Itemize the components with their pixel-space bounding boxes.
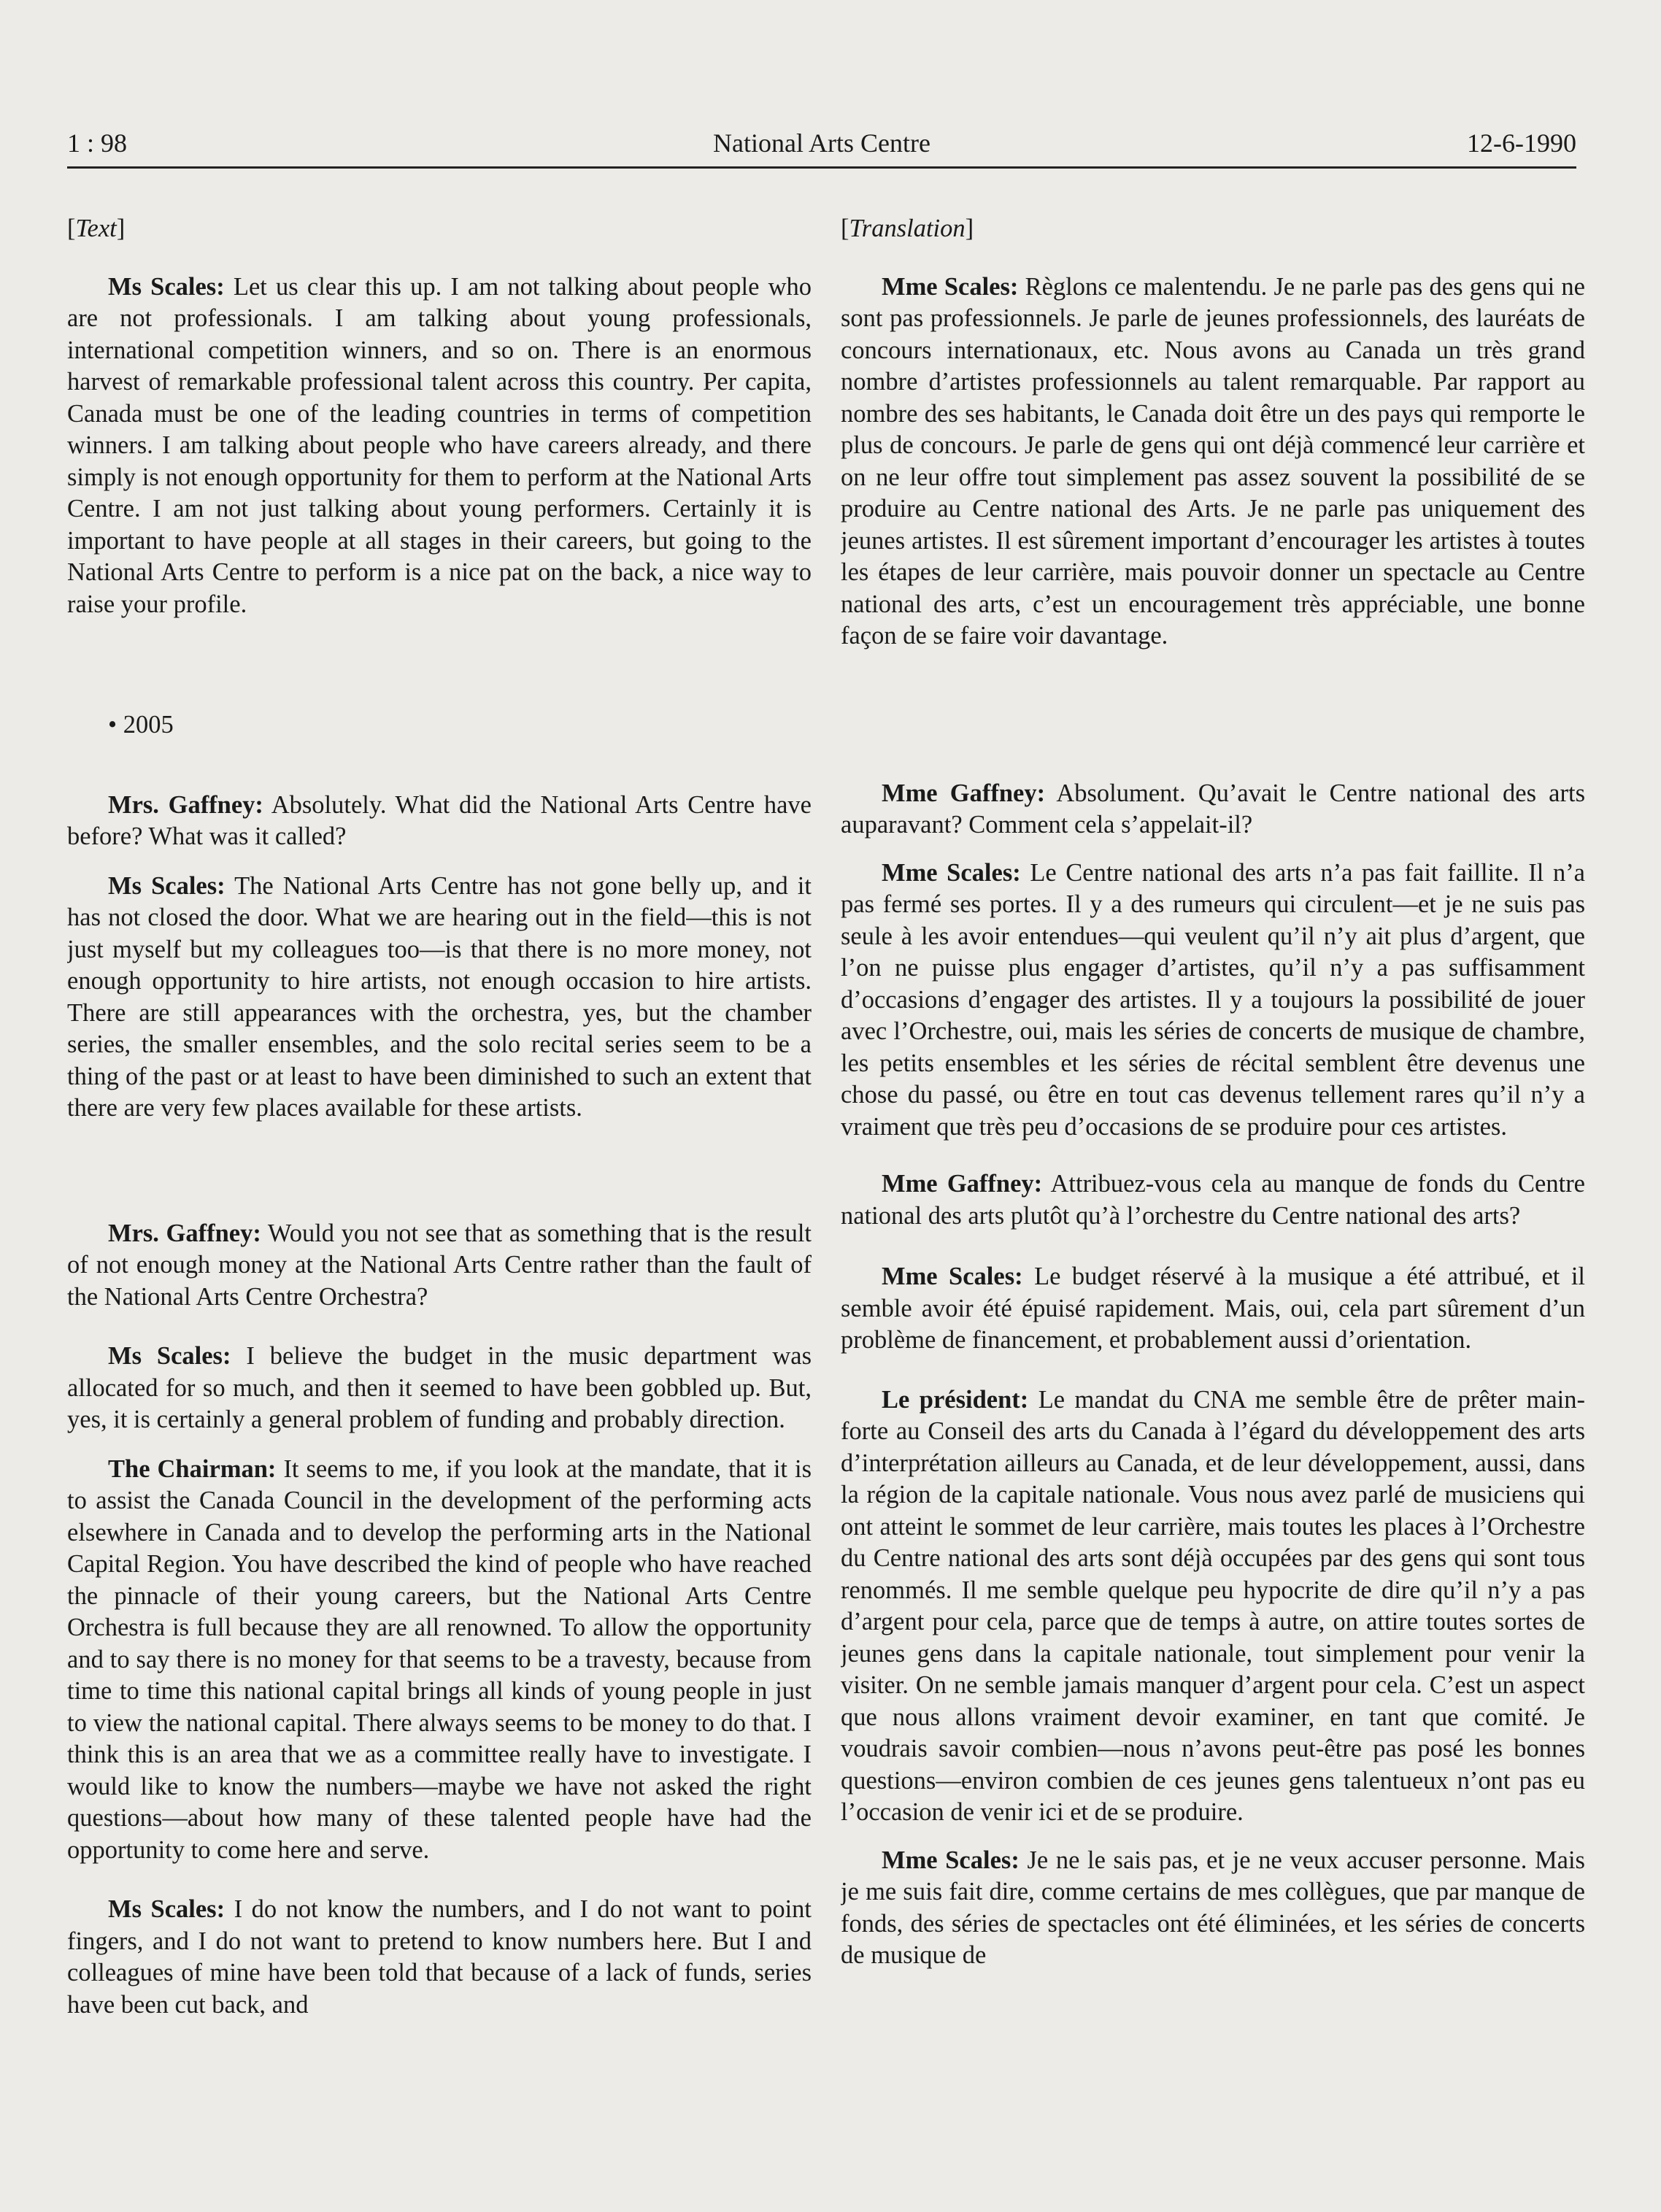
paragraph-text: Would you not see that as something that is the result of not enough money at the National Arts Centre rather than the fault of the National Arts Centre Orchestra? <box>67 1219 812 1311</box>
speaker-name: Ms Scales: <box>108 1895 226 1923</box>
transcript-paragraph <box>841 1384 1585 1829</box>
paragraph-text: Attribuez-vous cela au manque de fonds du Centre national des arts plutôt qu’à l’orchestre du Centre national des arts? <box>841 1170 1585 1230</box>
paragraph-text: Le mandat du CNA me semble être de prêter main-forte au Conseil des arts du Canada à l’égard du développement des arts d’interprétation ailleurs au Canada, et de leur développement, aussi, dans la région de la capitale nationale. Vous nous avez parlé de musiciens qui ont atteint le sommet de leur carrière, mais toutes les places à l’Orchestre du Centre national des arts sont déjà occupées par des gens qui sont tous renommés. Il me semble quelque peu hypocrite de dire qu’il n’y a pas d’argent pour cela, parce que de temps à autre, on attire toutes sortes de jeunes gens dans la capitale nationale, tout simplement pour venir la visiter. On ne semble jamais manquer d’argent pour cela. C’est un aspect que nous allons vraiment devoir examiner, en tant que comité. Je voudrais savoir combien—nous n’avons peut-être pas posé les bonnes questions—environ combien de ces jeunes gens talentueux n’ont pas eu l’occasion de venir ici et de se produire. <box>841 1385 1585 1826</box>
speaker-name: Ms Scales: <box>108 272 225 301</box>
transcript-paragraph <box>841 1845 1585 1972</box>
page-header <box>67 123 1576 169</box>
french-column <box>841 196 1585 2181</box>
paragraph-text: Règlons ce malentendu. Je ne parle pas des gens qui ne sont pas professionnels. Je parle de jeunes professionnels, des lauréats de concours internationaux, etc. Nous avons au Canada un très grand nombre d’artistes professionnels au talent remarquable. Par rapport au nombre des ses habitants, le Canada doit être un des pays qui remporte le plus de concours. Je parle de gens qui ont déjà commencé leur carrière et on ne leur offre tout simplement pas assez souvent la possibilité de se produire au Centre national des Arts. Je ne parle pas uniquement des jeunes artistes. Il est sûrement important d’encourager les artistes à toutes les étapes de leur carrière, mais pouvoir donner un spectacle au Centre national des arts, c’est un encouragement très appréciable, une bonne façon de se faire voir davantage. <box>841 272 1585 650</box>
paragraph-text: Absolument. Qu’avait le Centre national des arts auparavant? Comment cela s’appelait-il? <box>841 779 1585 839</box>
transcript-paragraph <box>67 271 812 621</box>
transcript-paragraph <box>67 1894 812 2021</box>
speaker-name: Le président: <box>882 1385 1029 1414</box>
speaker-name: Mme Scales: <box>882 1846 1020 1874</box>
transcript-paragraph <box>841 271 1585 652</box>
paragraph-text: Le Centre national des arts n’a pas fait faillite. Il n’a pas fermé ses portes. Il y a des rumeurs qui circulent—et je ne suis pas seule à les avoir entendues—qui veulent qu’il n’y ait plus d’argent, que l’on ne puisse plus engager d’artistes, qu’il n’y a pas suffisamment d’occasions d’engager des artistes. Il y a toujours la possibilité de jouer avec l’Orchestre, oui, mais les séries de concerts de musique de chambre, les petits ensembles et les séries de récital semblent être devenus une chose du passé, ou être en tout cas devenus tellement rares qu’il n’y a vraiment que très peu d’occasions de se produire pour ces artistes. <box>841 858 1585 1141</box>
speaker-name: Mrs. Gaffney: <box>108 790 263 819</box>
transcript-paragraph <box>67 1218 812 1314</box>
paragraph-text: Le budget réservé à la musique a été attribué, et il semble avoir été épuisé rapidement. Mais, oui, cela part sûrement d’un problème de financement, et probablement aussi d’orientation. <box>841 1263 1585 1354</box>
transcript-paragraph <box>841 778 1585 841</box>
speaker-name: Mme Gaffney: <box>882 779 1046 807</box>
speaker-name: Mme Scales: <box>882 1263 1023 1290</box>
paragraph-text: It seems to me, if you look at the mandate, that it is to assist the Canada Council in the development of the performing acts elsewhere in Canada and to develop the performing arts in the National Capital Region. You have described the kind of people who have reached the pinnacle of their young careers, but the National Arts Centre Orchestra is full because they are all renowned. To allow the opportunity and to say there is no money for that seems to be a travesty, because from time to time this national capital brings all kinds of young people in just to view the national capital. There always seems to be money to do that. I think this is an area that we as a committee really have to investigate. I would like to know the numbers—maybe we have not asked the right questions—about how many of these talented people have had the opportunity to come here and serve. <box>67 1454 812 1864</box>
page-number: 1 : 98 <box>67 128 128 158</box>
speaker-name: Mme Scales: <box>882 858 1021 887</box>
speaker-name: Mme Scales: <box>882 272 1019 301</box>
transcript-paragraph <box>67 871 812 1125</box>
transcript-paragraph <box>841 1261 1585 1357</box>
transcript-paragraph <box>67 1454 812 1867</box>
transcript-paragraph <box>67 790 812 853</box>
paragraph-text: Let us clear this up. I am not talking about people who are not professionals. I am talking about young professionals, international competition winners, and so on. There is an enormous harvest of remarkable professional talent across this country. Per capita, Canada must be one of the leading countries in terms of competition winners. I am talking about people who have careers already, and there simply is not enough opportunity for them to perform at the National Arts Centre. I am not just talking about young performers. Certainly it is important to have people at all stages in their careers, but going to the National Arts Centre to perform is a nice pat on the back, a nice way to raise your profile. <box>67 272 812 618</box>
english-column <box>67 196 812 2181</box>
paragraph-text: I do not know the numbers, and I do not want to point fingers, and I do not want to pretend to know numbers here. But I and colleagues of mine have been told that because of a lack of funds, series have been cut back, and <box>67 1895 812 2019</box>
transcript-paragraph <box>67 1341 812 1436</box>
time-marker: • 2005 <box>108 711 174 739</box>
speaker-name: Mme Gaffney: <box>882 1170 1043 1198</box>
speaker-name: Mrs. Gaffney: <box>108 1219 261 1247</box>
paragraph-text: The National Arts Centre has not gone belly up, and it has not closed the door. What we are hearing out in the field—this is not just myself but my colleagues too—is that there is no more money, not enough opportunity to hire artists, not enough occasion to hire artists. There are still appearances with the orchestra, yes, but the chamber series, the smaller ensembles, and the solo recital series seem to be a thing of the past or at least to have been diminished to such an extent that there are very few places available for these artists. <box>67 871 812 1122</box>
transcript-paragraph <box>841 858 1585 1144</box>
page-date: 12-6-1990 <box>1467 128 1576 158</box>
text-tag: [ Text ] <box>67 213 812 245</box>
paragraph-text: Absolutely. What did the National Arts Centre have before? What was it called? <box>67 790 812 850</box>
speaker-name: Ms Scales: <box>108 1342 231 1370</box>
paragraph-text: Je ne le sais pas, et je ne veux accuser personne. Mais je me suis fait dire, comme certains de mes collègues, que par manque de fonds, des séries de spectacles ont été éliminées, et les séries de concerts de musique de <box>841 1846 1585 1969</box>
speaker-name: Ms Scales: <box>108 871 226 900</box>
transcript-paragraph <box>841 1168 1585 1232</box>
speaker-name: The Chairman: <box>108 1454 277 1483</box>
publication-title: National Arts Centre <box>713 128 930 158</box>
paragraph-text: I believe the budget in the music department was allocated for so much, and then it seemed to have been gobbled up. But, yes, it is certainly a general problem of funding and probably direction. <box>67 1342 812 1433</box>
translation-tag: [ Translation ] <box>841 213 1585 245</box>
